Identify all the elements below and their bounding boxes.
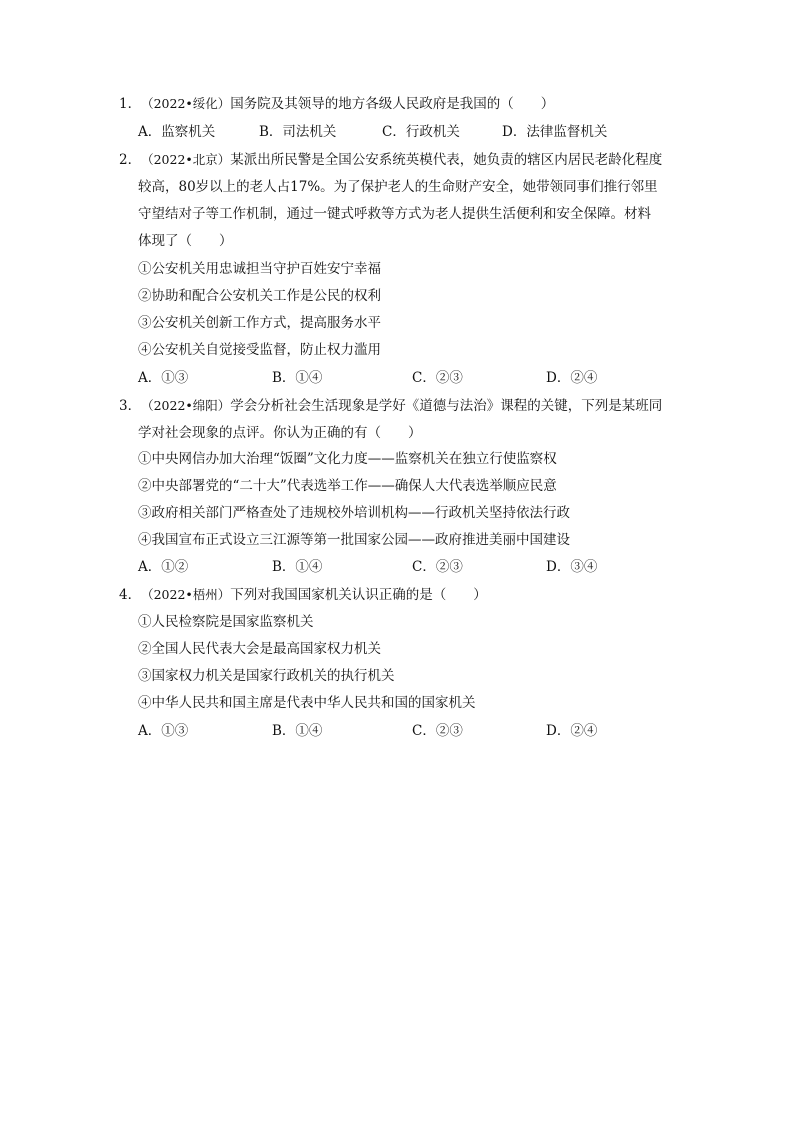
question-text-line: 下列对我国国家机关认识正确的是（ ）: [230, 587, 487, 603]
statement-4: ④我国宣布正式设立三江源等第一批国家公园——政府推进美丽中国建设: [138, 532, 570, 548]
option-b: B．司法机关: [259, 124, 337, 140]
option-b: B．①④: [272, 559, 323, 575]
option-a: A．①③: [138, 370, 189, 386]
question-source: （2022•北京）: [141, 152, 231, 167]
option-c: C．②③: [412, 723, 463, 739]
option-a: A．监察机关: [138, 124, 216, 140]
question-number: 4．: [119, 587, 142, 603]
question-text-line: 学会分析社会生活现象是学好《道德与法治》课程的关键，下列是某班同: [230, 398, 663, 414]
question-text-line: 体现了（ ）: [138, 233, 233, 249]
statement-4: ④中华人民共和国主席是代表中华人民共和国的国家机关: [138, 695, 476, 711]
statement-1: ①公安机关用忠诚担当守护百姓安宁幸福: [138, 261, 381, 277]
option-b: B．①④: [272, 370, 323, 386]
statement-2: ②全国人民代表大会是最高国家权力机关: [138, 641, 381, 657]
option-c: C．行政机关: [382, 124, 460, 140]
question-number: 2．: [119, 152, 142, 168]
question-source: （2022•梧州）: [141, 587, 231, 602]
question-text-line: 较高，80岁以上的老人占17%。为了保护老人的生命财产安全，她带领同事们推行邻里: [138, 179, 658, 195]
option-d: D．法律监督机关: [502, 124, 608, 140]
option-d: D．③④: [546, 559, 598, 575]
question-number: 1．: [119, 96, 142, 112]
statement-1: ①人民检察院是国家监察机关: [138, 614, 314, 630]
statement-3: ③公安机关创新工作方式，提高服务水平: [138, 315, 381, 331]
option-a: A．①②: [138, 559, 189, 575]
question-3-stem: [119, 396, 662, 416]
question-text-line: 某派出所民警是全国公安系统英模代表，她负责的辖区内居民老龄化程度: [230, 152, 663, 168]
option-c: C．②③: [412, 559, 463, 575]
statement-3: ③国家权力机关是国家行政机关的执行机关: [138, 668, 395, 684]
question-text-line: 国务院及其领导的地方各级人民政府是我国的（ ）: [230, 96, 555, 112]
question-source: （2022•绥化）: [141, 96, 231, 111]
statement-3: ③政府相关部门严格查处了违规校外培训机构——行政机关坚持依法行政: [138, 505, 570, 521]
option-a: A．①③: [138, 723, 189, 739]
question-number: 3．: [119, 398, 142, 414]
question-text-line: 学对社会现象的点评。你认为正确的有（ ）: [138, 425, 422, 441]
statement-2: ②协助和配合公安机关工作是公民的权利: [138, 288, 381, 304]
question-2-stem: [119, 150, 662, 170]
question-4-stem: [119, 585, 487, 605]
question-1-stem: [119, 94, 554, 114]
statement-1: ①中央网信办加大治理“饭圈”文化力度——监察机关在独立行使监察权: [138, 451, 557, 467]
question-source: （2022•绵阳）: [141, 398, 231, 413]
statement-4: ④公安机关自觉接受监督，防止权力滥用: [138, 342, 381, 358]
question-text-line: 守望结对子等工作机制，通过一键式呼救等方式为老人提供生活便利和安全保障。材料: [138, 206, 651, 222]
option-c: C．②③: [412, 370, 463, 386]
option-b: B．①④: [272, 723, 323, 739]
option-d: D．②④: [546, 370, 598, 386]
statement-2: ②中央部署党的“二十大”代表选举工作——确保人大代表选举顺应民意: [138, 478, 557, 494]
option-d: D．②④: [546, 723, 598, 739]
